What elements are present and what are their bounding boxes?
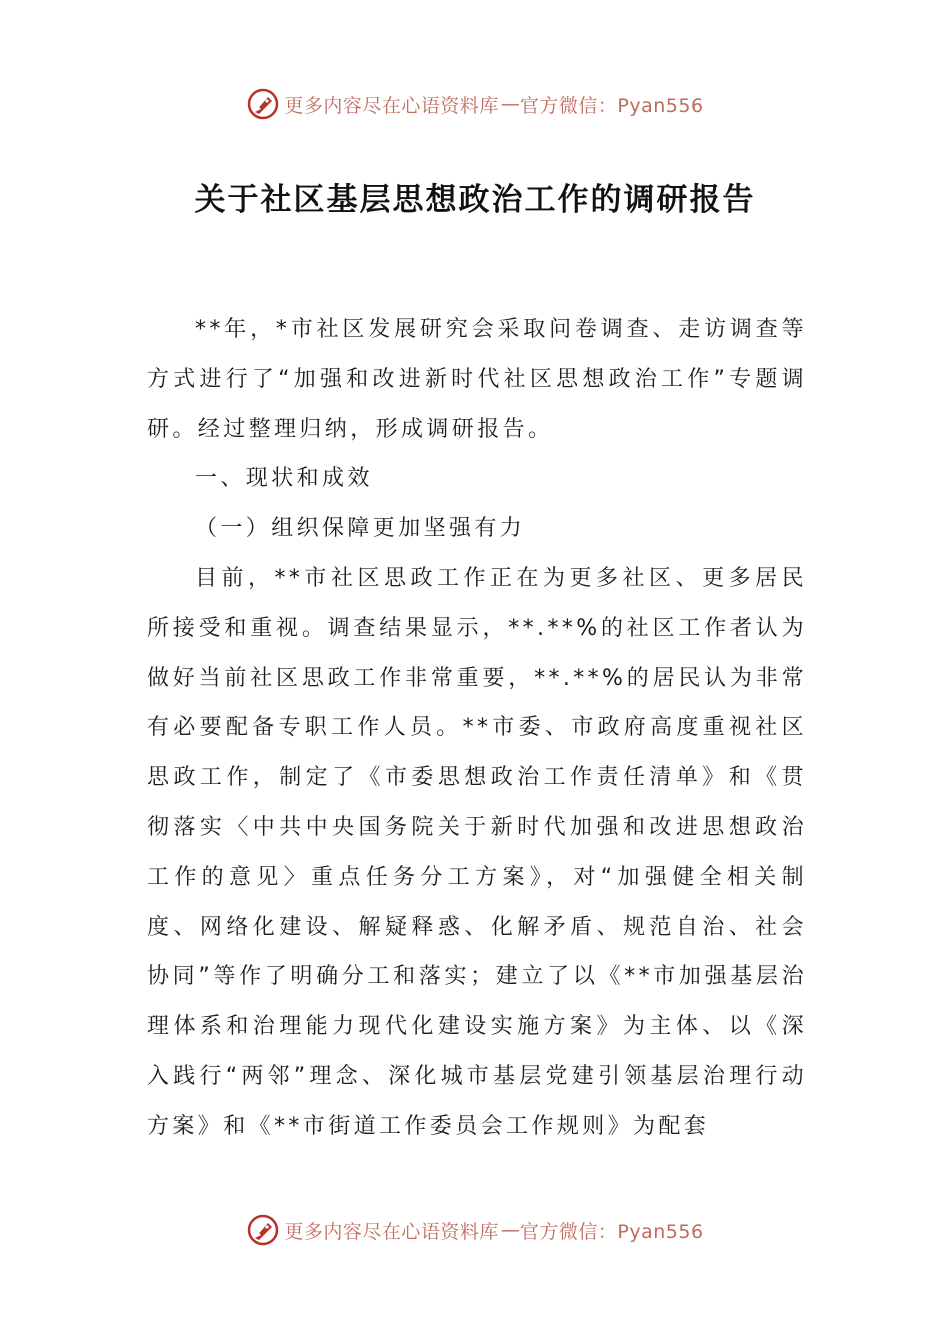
pen-nib-logo-icon (246, 1213, 280, 1247)
watermark-separator: — (500, 1219, 518, 1241)
document-title: 关于社区基层思想政治工作的调研报告 (194, 182, 756, 218)
watermark-text: 更多内容尽在心语资料库 (284, 1220, 499, 1243)
paragraph-intro: **年，*市社区发展研究会采取问卷调查、走访调查等方式进行了“加强和改进新时代社区思想政治工作”专题调研。经过整理归纳，形成调研报告。 (147, 317, 807, 442)
section-heading: 一、现状和成效 (195, 466, 373, 492)
watermark-footer (0, 1210, 950, 1250)
watermark-text: 更多内容尽在心语资料库 (284, 94, 499, 117)
watermark-separator: — (500, 93, 518, 115)
subsection-heading: （一）组织保障更加坚强有力 (195, 516, 526, 542)
paragraph-body: 目前，**市社区思政工作正在为更多社区、更多居民所接受和重视。调查结果显示，**.**%的社区工作者认为做好当前社区思政工作非常重要，**.**%的居民认为非常有必要配备专职工作人员。**市委、市政府高度重视社区思政工作，制定了《市委思想政治工作责任清单》和《贯彻落实〈中共中央国务院关于新时代加强和改进思想政治工作的意见〉重点任务分工方案》，对“加强健全相关制度、网络化建设、解疑释惑、化解矛盾、规范自治、社会协同”等作了明确分工和落实；建立了以《**市加强基层治理体系和治理能力现代化建设实施方案》为主体、以《深入践行“两邻”理念、深化城市基层党建引领基层治理行动方案》和《**市街道工作委员会工作规则》为配套 (147, 565, 807, 1139)
pen-nib-logo-icon (246, 87, 280, 121)
watermark-header (0, 84, 950, 124)
watermark-contact: 官方微信：Pyan556 (519, 94, 704, 117)
watermark-contact: 官方微信：Pyan556 (519, 1220, 704, 1243)
document-body (147, 305, 807, 1152)
